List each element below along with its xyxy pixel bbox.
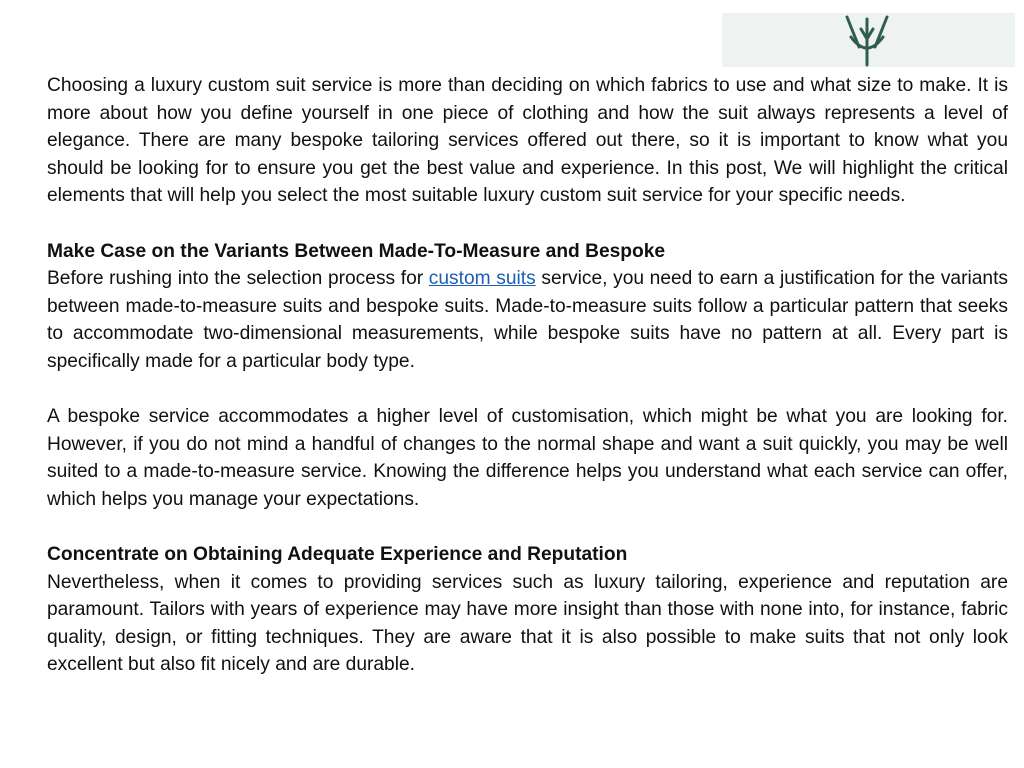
logo-banner: [722, 13, 1015, 67]
spacer: [47, 514, 1008, 542]
spacer: [47, 210, 1008, 238]
variants-text-before-link: Before rushing into the selection process for: [47, 268, 429, 290]
custom-suits-link[interactable]: custom suits: [428, 268, 536, 290]
trident-monogram-icon: [837, 13, 897, 67]
experience-paragraph: Nevertheless, when it comes to providing services such as luxury tailoring, experience and reputation are paramount. Tailors with years of experience may have more insight than those with none into, for instance, fabric quality, design, or fitting techniques. They are aware that it is also possible to make suits that not only look excellent but also fit nicely and are durable.: [47, 571, 1008, 676]
bespoke-paragraph: A bespoke service accommodates a higher level of customisation, which might be what you are looking for. However, if you do not mind a handful of changes to the normal shape and want a suit quickly, you may be well suited to a made-to-measure service. Knowing the difference helps you understand what each service can offer, which helps you manage your expectations.: [47, 406, 1008, 510]
article-body: [47, 72, 1008, 679]
variants-text-after-link: service, you need to earn a justification for the variants between made-to-measure suits and bespoke suits. Made-to-measure suits follow a particular pattern that seeks to accommodate two-dimensional measurements, while bespoke suits have no pattern at all. Every part is specifically made for a particular body type.: [47, 268, 1008, 372]
spacer: [47, 376, 1008, 404]
intro-paragraph: Choosing a luxury custom suit service is more than deciding on which fabrics to use and what size to make. It is more about how you define yourself in one piece of clothing and how the suit always represents a level of elegance. There are many bespoke tailoring services offered out there, so it is important to know what you should be looking for to ensure you get the best value and experience. In this post, We will highlight the critical elements that will help you select the most suitable luxury custom suit service for your specific needs.: [47, 75, 1008, 207]
section-heading-variants: Make Case on the Variants Between Made-To-Measure and Bespoke: [47, 240, 666, 262]
variants-paragraph: [47, 265, 1008, 375]
section-heading-experience: Concentrate on Obtaining Adequate Experience and Reputation: [47, 544, 628, 566]
